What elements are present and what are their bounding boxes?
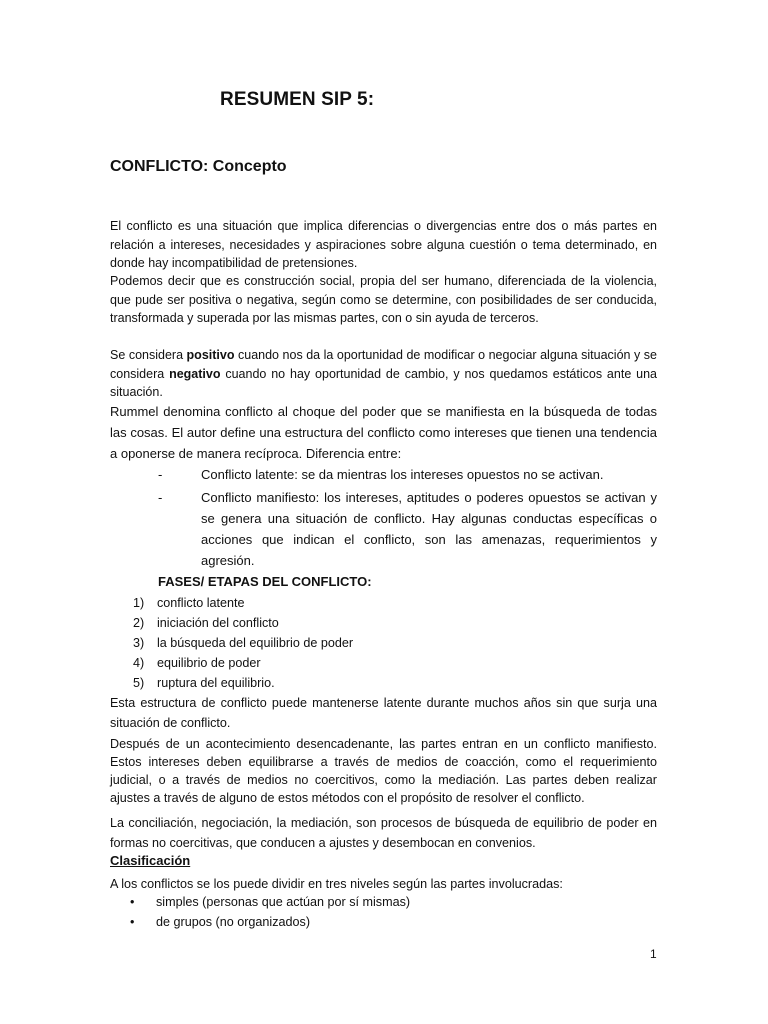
- bold-positivo: positivo: [186, 348, 235, 362]
- paragraph-definition: El conflicto es una situación que implica diferencias o divergencias entre dos o más partes en relación a intereses, necesidades y aspiraciones sobre alguna cuestión o tema determinado, en donde hay incompatibilidad de pretensiones.: [110, 219, 657, 270]
- dash-item-text: Conflicto latente: se da mientras los intereses opuestos no se activan.: [201, 467, 604, 482]
- list-item: 5) ruptura del equilibrio.: [133, 676, 275, 690]
- list-item: 3) la búsqueda del equilibrio de poder: [133, 636, 354, 650]
- dash-item-latent: [158, 464, 657, 485]
- list-item: • de grupos (no organizados): [130, 915, 311, 929]
- list-item: • simples (personas que actúan por sí mismas): [130, 895, 411, 909]
- paragraph-conciliation: La conciliación, negociación, la mediación, son procesos de búsqueda de equilibrio de poder en formas no coercitivas, que conducen a ajustes y desembocan en convenios.: [110, 816, 657, 850]
- classification-list: [130, 892, 550, 932]
- classification-heading: Clasificación: [110, 853, 191, 868]
- list-item: 1) conflicto latente: [133, 596, 245, 610]
- phases-heading: FASES/ ETAPAS DEL CONFLICTO:: [158, 574, 372, 589]
- section-heading: CONFLICTO: Concepto: [110, 158, 287, 175]
- dash-item-manifest: [158, 487, 657, 571]
- paragraph-latent-structure: Esta estructura de conflicto puede mantenerse latente durante muchos años sin que surja una situación de conflicto.: [110, 696, 657, 730]
- dash-marker: -: [158, 490, 163, 505]
- dash-item-text: Conflicto manifiesto: los intereses, aptitudes o poderes opuestos se activan y se genera una situación de conflicto. Hay algunas conductas específicas o acciones que indican el conflicto, son las amenazas, requerimientos y agresión.: [201, 490, 657, 568]
- paragraph-positive-negative: Se considera positivo cuando nos da la oportunidad de modificar o negociar alguna situación y se considera negativo cuando no hay oportunidad de cambio, y nos quedamos estáticos ante una situación.: [110, 348, 657, 399]
- document-title: RESUMEN SIP 5:: [220, 89, 375, 110]
- page-number: 1: [650, 947, 657, 961]
- list-item: 4) equilibrio de poder: [133, 656, 261, 670]
- bold-negativo: negativo: [169, 366, 221, 381]
- paragraph-social-construction: Podemos decir que es construcción social, propia del ser humano, diferenciada de la violencia, que pude ser positiva o negativa, según como se determine, con posibilidades de ser conducida, transformada y superada por las mismas partes, con o sin ayuda de terceros.: [110, 274, 657, 325]
- paragraph-triggering-event: Después de un acontecimiento desencadenante, las partes entran en un conflicto manifiesto. Estos intereses deben equilibrarse a través de medios de coacción, como el requerimiento judicial, o a través de medios no coercitivos, como la mediación. Las partes deben realizar ajustes a través de alguno de estos métodos con el propósito de resolver el conflicto.: [110, 737, 657, 805]
- dash-marker: -: [158, 467, 163, 482]
- paragraph-levels: A los conflictos se los puede dividir en tres niveles según las partes involucradas:: [110, 877, 563, 891]
- paragraph-rummel: Rummel denomina conflicto al choque del poder que se manifiesta en la búsqueda de todas las cosas. El autor define una estructura del conflicto como intereses que tienen una tendencia a oponerse de manera recíproca. Diferencia entre:: [110, 404, 657, 461]
- list-item: 2) iniciación del conflicto: [133, 616, 279, 630]
- phases-list: [133, 593, 533, 693]
